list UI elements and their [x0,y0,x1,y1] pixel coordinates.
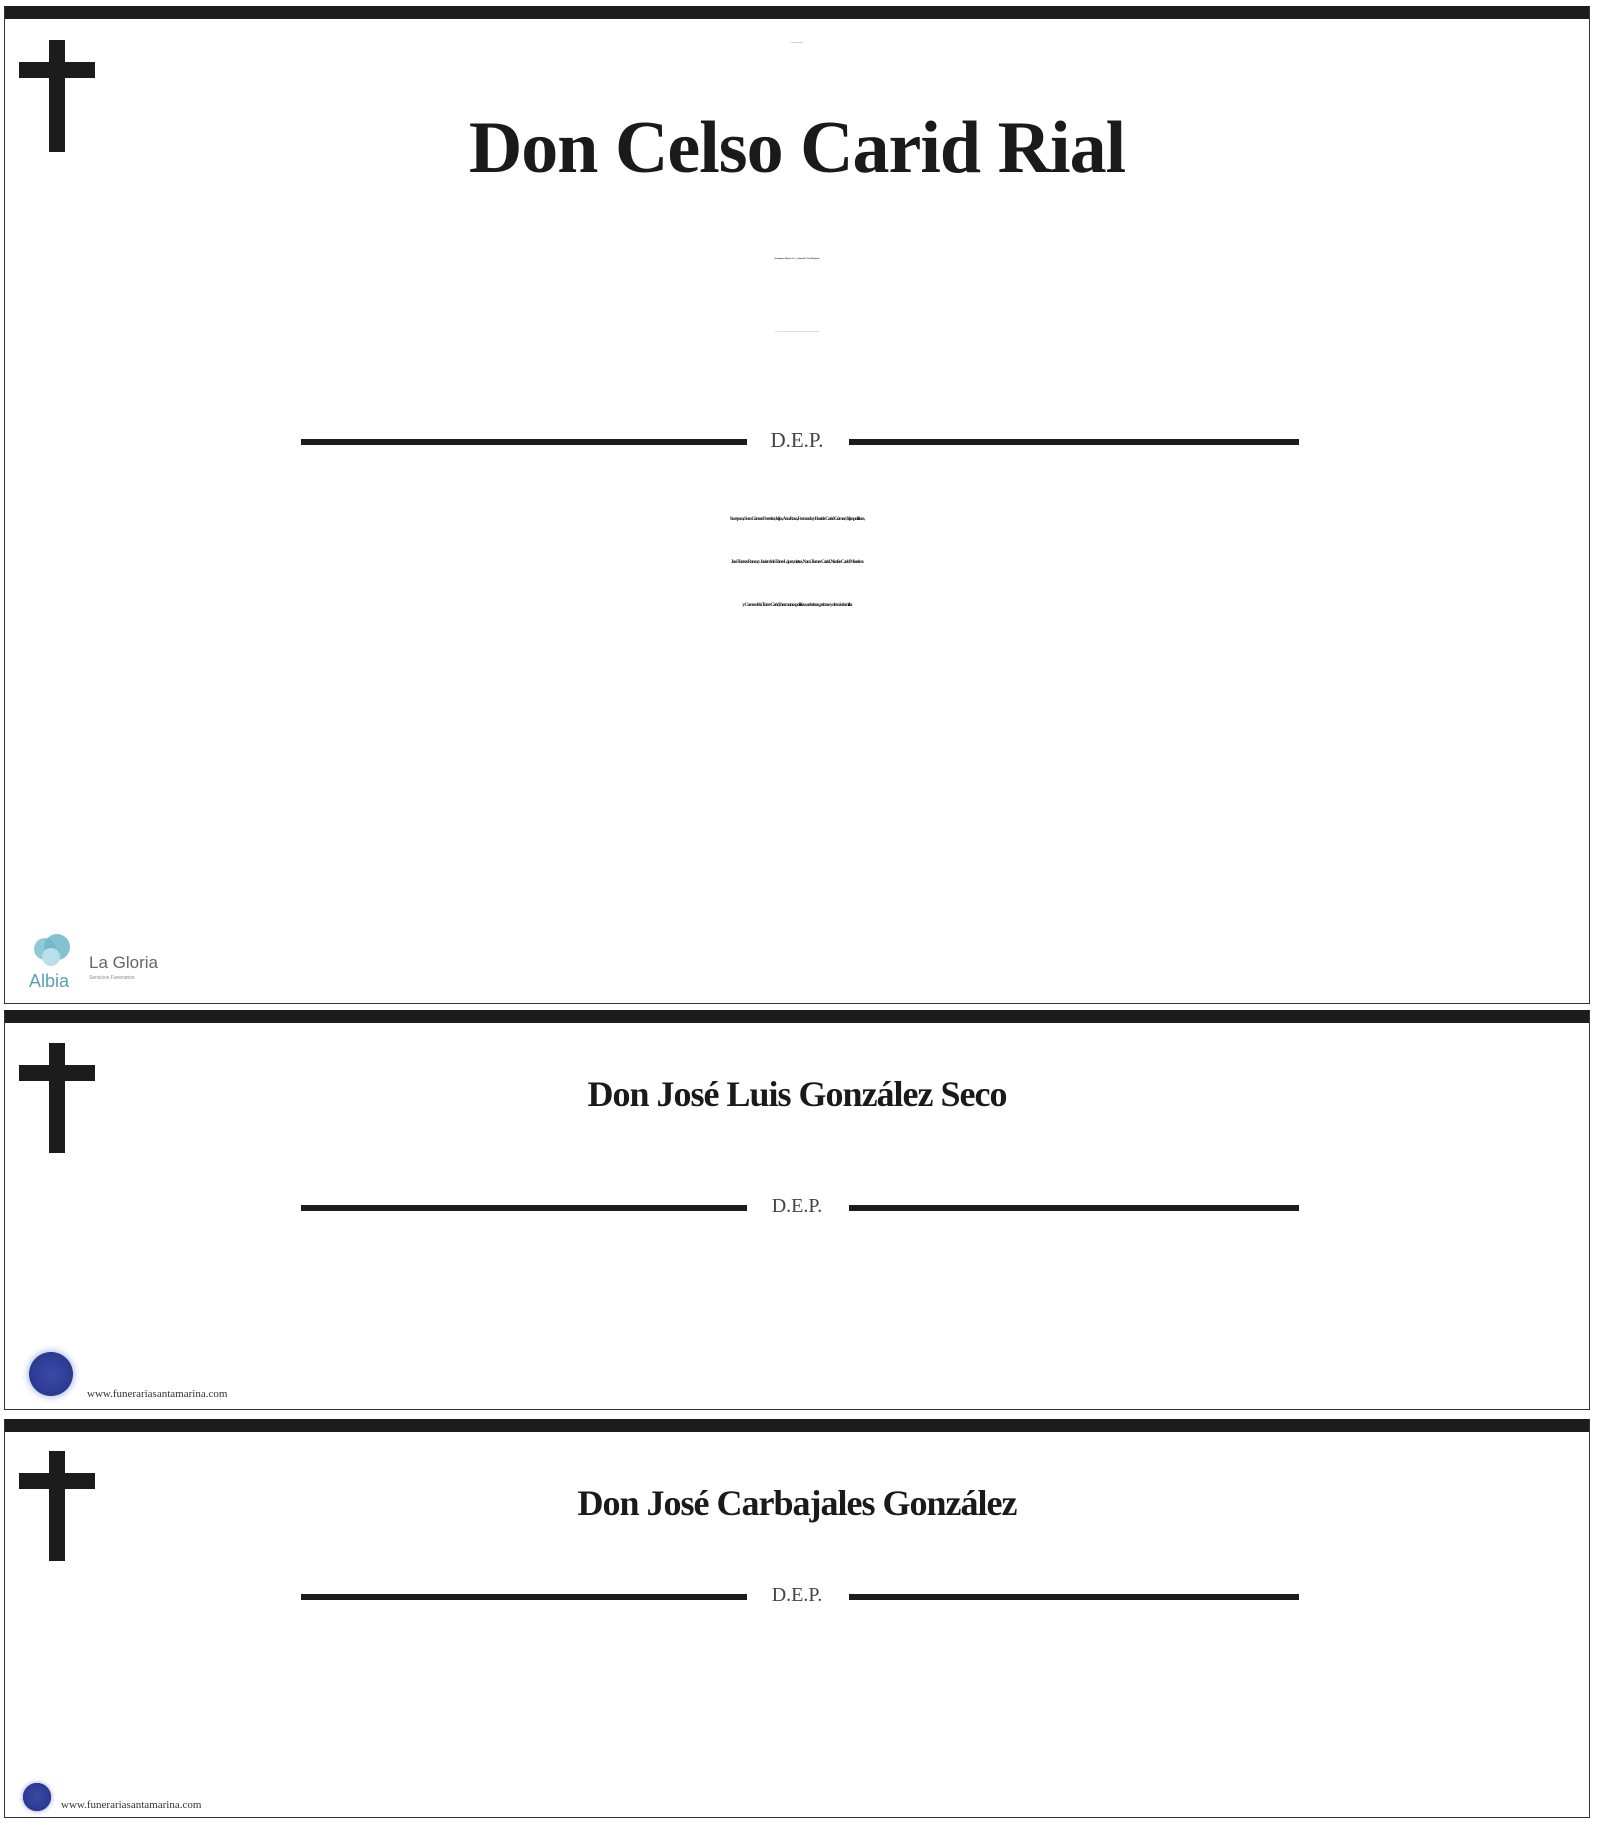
family-line: José Turnes Rama y Javier de la Torre López; nietos, Nara Turnes Carid, Nicolás Carid Moreiras [730,560,864,565]
dep-label: D.E.P. [771,1195,823,1217]
request-paragraph [5,690,1589,846]
family-paragraph [5,1228,1589,1288]
separator-rule-right [849,1205,1299,1211]
family-line [5,1645,1589,1675]
funeraria-santa-marina-logo [19,1779,55,1815]
logo-name: La Gloria [89,953,158,972]
death-info: Que falleció el 10 de noviembre de 2025, en Ourense, a los 81 años, confortado con los Santos Sacramentos [775,332,819,333]
deceased-affiliation: (Promotora Drinco S.L. y Comercial Celso Pinturas) [774,258,820,260]
request-line [5,690,1589,729]
dep-label: D.E.P. [770,428,824,452]
family-line [5,1615,1589,1645]
obituary-notice-3 [4,1419,1590,1818]
albia-la-gloria-logo [27,925,167,995]
top-border-bar [5,1419,1589,1432]
dep-label: D.E.P. [771,1584,823,1606]
top-border-bar [5,6,1589,19]
deceased-name: Don José Luis González Seco [587,1074,1007,1114]
logo-tagline: Servicios Funerarios [89,975,135,981]
dep-separator [5,428,1589,452]
request-paragraph [5,1318,1589,1362]
funeraria-santa-marina-logo [23,1346,79,1402]
dep-separator [5,1195,1589,1221]
website-link[interactable]: www.funerariasantamarina.com [61,1799,202,1811]
family-line [5,1258,1589,1288]
family-line [5,1675,1589,1705]
deceased-name: Don José Carbajales González [577,1483,1017,1523]
logo-brand: Albia [29,971,70,991]
top-border-bar [5,1010,1589,1023]
request-line [5,1340,1589,1362]
separator-rule-right [849,1594,1299,1600]
family-line: Su esposa, Susa Gómez Ferreiro; hijos, Ana Rosa, Fernando y Beatriz Carid Gómez; hijos políticos, [729,517,865,522]
request-line [5,768,1589,807]
obituary-notice-2 [4,1010,1590,1410]
deceased-name: Don Celso Carid Rial [468,107,1126,189]
request-line [5,1734,1589,1756]
family-paragraph [5,498,1589,627]
family-line [5,1228,1589,1258]
obituary-notice-1 [4,6,1590,1004]
family-line: y Cosme de la Torre Carid; hermanos políticos, sobrinos, primos y demás familia [742,603,852,608]
family-paragraph [5,1615,1589,1705]
request-line [5,1318,1589,1340]
website-link[interactable]: www.funerariasantamarina.com [87,1388,228,1400]
request-line [5,1756,1589,1778]
dep-separator [5,1584,1589,1610]
request-line [5,729,1589,768]
separator-rule-right [849,439,1299,445]
request-paragraph [5,1734,1589,1778]
request-line [5,807,1589,846]
notice-heading: Rogad a Dios por el alma de [791,43,803,44]
